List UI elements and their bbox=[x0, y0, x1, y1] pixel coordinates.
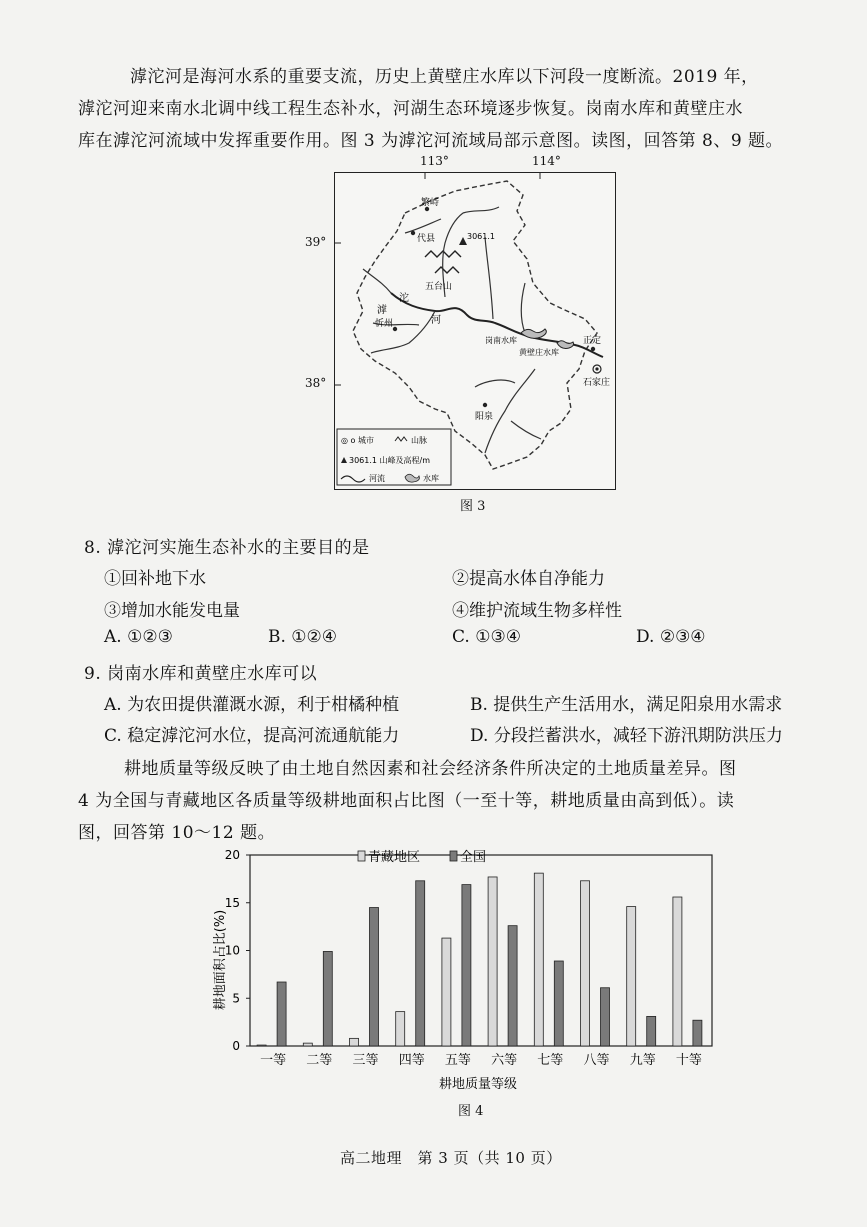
chart-x-tick-label: 一等 bbox=[260, 1053, 287, 1068]
chart-y-tick-label: 0 bbox=[232, 1039, 240, 1053]
chart-bar-national-2 bbox=[323, 951, 332, 1046]
intro-line-1: 滹沱河是海河水系的重要支流，历史上黄壁庄水库以下河段一度断流。2019 年， bbox=[130, 67, 759, 87]
chart-bar-qingzang-5 bbox=[442, 938, 451, 1046]
chart-x-tick-label: 五等 bbox=[444, 1053, 471, 1068]
legend-mountain: 山脉 bbox=[411, 436, 427, 445]
chart-bar-qingzang-1 bbox=[257, 1045, 266, 1046]
chart-bar-qingzang-10 bbox=[673, 897, 682, 1046]
daixian-city bbox=[411, 231, 415, 235]
chart-bar-qingzang-9 bbox=[627, 907, 636, 1046]
river-basin-map bbox=[334, 172, 616, 490]
legend-reservoir: 水库 bbox=[423, 474, 439, 483]
chart-legend-label: 青藏地区 bbox=[368, 850, 421, 865]
chart-bar-national-4 bbox=[416, 881, 425, 1046]
chart-x-tick-label: 八等 bbox=[583, 1053, 610, 1068]
chart-bar-national-1 bbox=[277, 982, 286, 1046]
page-footer: 高二地理 第 3 页（共 10 页） bbox=[340, 1149, 562, 1167]
chart-x-tick-label: 四等 bbox=[398, 1053, 425, 1068]
q8-option-a: A. ①②③ bbox=[104, 627, 173, 647]
q9-option-b: B. 提供生产生活用水，满足阳泉用水需求 bbox=[470, 695, 783, 715]
chart-plot-frame bbox=[250, 855, 712, 1046]
label-peak-elevation: 3061.1 bbox=[467, 232, 495, 241]
chart-x-tick-label: 七等 bbox=[537, 1053, 564, 1068]
huangbizhuang-reservoir bbox=[557, 341, 574, 349]
intro2-line-1: 耕地质量等级反映了由土地自然因素和社会经济条件所决定的土地质量差异。图 bbox=[124, 759, 737, 779]
q8-item-4: ④维护流域生物多样性 bbox=[452, 601, 622, 621]
label-shijiazhuang: 石家庄 bbox=[583, 378, 611, 388]
farmland-quality-chart bbox=[0, 840, 867, 1110]
map-drawing bbox=[335, 173, 615, 489]
q9-option-c: C. 稳定滹沱河水位，提高河流通航能力 bbox=[104, 726, 400, 746]
chart-y-tick-label: 20 bbox=[224, 848, 240, 862]
legend-city: ◎ o 城市 bbox=[341, 436, 374, 445]
chart-bar-national-5 bbox=[462, 885, 471, 1046]
chart-legend-swatch bbox=[450, 851, 457, 861]
chart-y-tick-label: 15 bbox=[224, 895, 240, 910]
intro-line-3: 库在滹沱河流域中发挥重要作用。图 3 为滹沱河流域局部示意图。读图，回答第 8、9 题。 bbox=[78, 131, 784, 151]
chart-bar-qingzang-2 bbox=[303, 1043, 312, 1046]
chart-bar-national-9 bbox=[647, 1016, 656, 1046]
q9-option-d: D. 分段拦蓄洪水，减轻下游汛期防洪压力 bbox=[470, 726, 783, 746]
chart-x-tick-label: 十等 bbox=[675, 1053, 702, 1068]
chart-bar-qingzang-6 bbox=[488, 877, 497, 1046]
chart-x-tick-label: 二等 bbox=[306, 1053, 333, 1068]
q9-option-a: A. 为农田提供灌溉水源，利于柑橘种植 bbox=[104, 695, 400, 715]
chart-x-axis-label: 耕地质量等级 bbox=[438, 1077, 518, 1092]
zhengding-city bbox=[591, 347, 595, 351]
lat-label-38: 38° bbox=[305, 376, 327, 390]
intro-line-2: 滹沱河迎来南水北调中线工程生态补水，河湖生态环境逐步恢复。岗南水库和黄壁庄水 bbox=[78, 99, 743, 119]
wutaishan-peak bbox=[459, 237, 467, 245]
q8-item-1: ①回补地下水 bbox=[104, 569, 206, 589]
river-char-3: 河 bbox=[431, 315, 441, 326]
chart-bar-national-3 bbox=[370, 908, 379, 1046]
q8-option-b: B. ①②④ bbox=[268, 627, 338, 647]
q9-stem: 9. 岗南水库和黄壁庄水库可以 bbox=[84, 664, 318, 684]
chart-bar-national-8 bbox=[601, 988, 610, 1046]
shijiazhuang-city bbox=[595, 367, 598, 370]
label-xinzhou: 忻州 bbox=[375, 319, 394, 329]
q8-stem: 8. 滹沱河实施生态补水的主要目的是 bbox=[84, 538, 370, 558]
chart-legend-label: 全国 bbox=[460, 850, 487, 865]
label-fanshi: 繁峙 bbox=[421, 198, 440, 208]
q8-option-d: D. ②③④ bbox=[636, 627, 706, 647]
chart-x-tick-label: 六等 bbox=[491, 1053, 518, 1068]
chart-bar-national-7 bbox=[554, 961, 563, 1046]
intro2-line-3: 图，回答第 10～12 题。 bbox=[78, 823, 276, 843]
q8-option-c: C. ①③④ bbox=[452, 627, 521, 647]
chart-bar-qingzang-8 bbox=[581, 881, 590, 1046]
intro2-line-2: 4 为全国与青藏地区各质量等级耕地面积占比图（一至十等，耕地质量由高到低）。读 bbox=[78, 791, 735, 811]
chart-y-tick-label: 10 bbox=[224, 943, 240, 958]
lon-label-113: 113° bbox=[420, 154, 449, 168]
chart-bar-qingzang-7 bbox=[534, 873, 543, 1046]
legend-peak: 3061.1 山峰及高程/m bbox=[349, 456, 431, 465]
lon-label-114: 114° bbox=[532, 154, 561, 168]
label-gangnan-reservoir: 岗南水库 bbox=[485, 336, 517, 345]
gangnan-reservoir bbox=[521, 329, 546, 338]
q8-item-3: ③增加水能发电量 bbox=[104, 601, 240, 621]
chart-x-tick-label: 九等 bbox=[629, 1053, 656, 1068]
chart-bar-national-10 bbox=[693, 1020, 702, 1046]
legend-river: 河流 bbox=[369, 474, 385, 483]
lat-label-39: 39° bbox=[305, 235, 327, 249]
figure-4-caption: 图 4 bbox=[458, 1104, 484, 1119]
yangquan-city bbox=[483, 403, 487, 407]
xinzhou-city bbox=[393, 327, 397, 331]
label-huangbizhuang-reservoir: 黄壁庄水库 bbox=[519, 348, 559, 357]
chart-y-tick-label: 5 bbox=[232, 991, 240, 1006]
chart-bar-national-6 bbox=[508, 926, 517, 1046]
q8-item-2: ②提高水体自净能力 bbox=[452, 569, 605, 589]
chart-legend-swatch bbox=[358, 851, 365, 861]
river-char-1: 滹 bbox=[377, 305, 387, 316]
figure-3-caption: 图 3 bbox=[460, 499, 486, 514]
label-wutaishan: 五台山 bbox=[425, 282, 453, 292]
chart-bar-qingzang-4 bbox=[396, 1012, 405, 1046]
label-daixian: 代县 bbox=[417, 234, 436, 244]
chart-bar-qingzang-3 bbox=[350, 1038, 359, 1046]
label-yangquan: 阳泉 bbox=[475, 412, 494, 422]
label-zhengding: 正定 bbox=[583, 336, 602, 346]
chart-x-tick-label: 三等 bbox=[352, 1053, 379, 1068]
chart-y-axis-label: 耕地面积占比(%) bbox=[213, 909, 228, 1011]
river-char-2: 沱 bbox=[399, 293, 409, 304]
